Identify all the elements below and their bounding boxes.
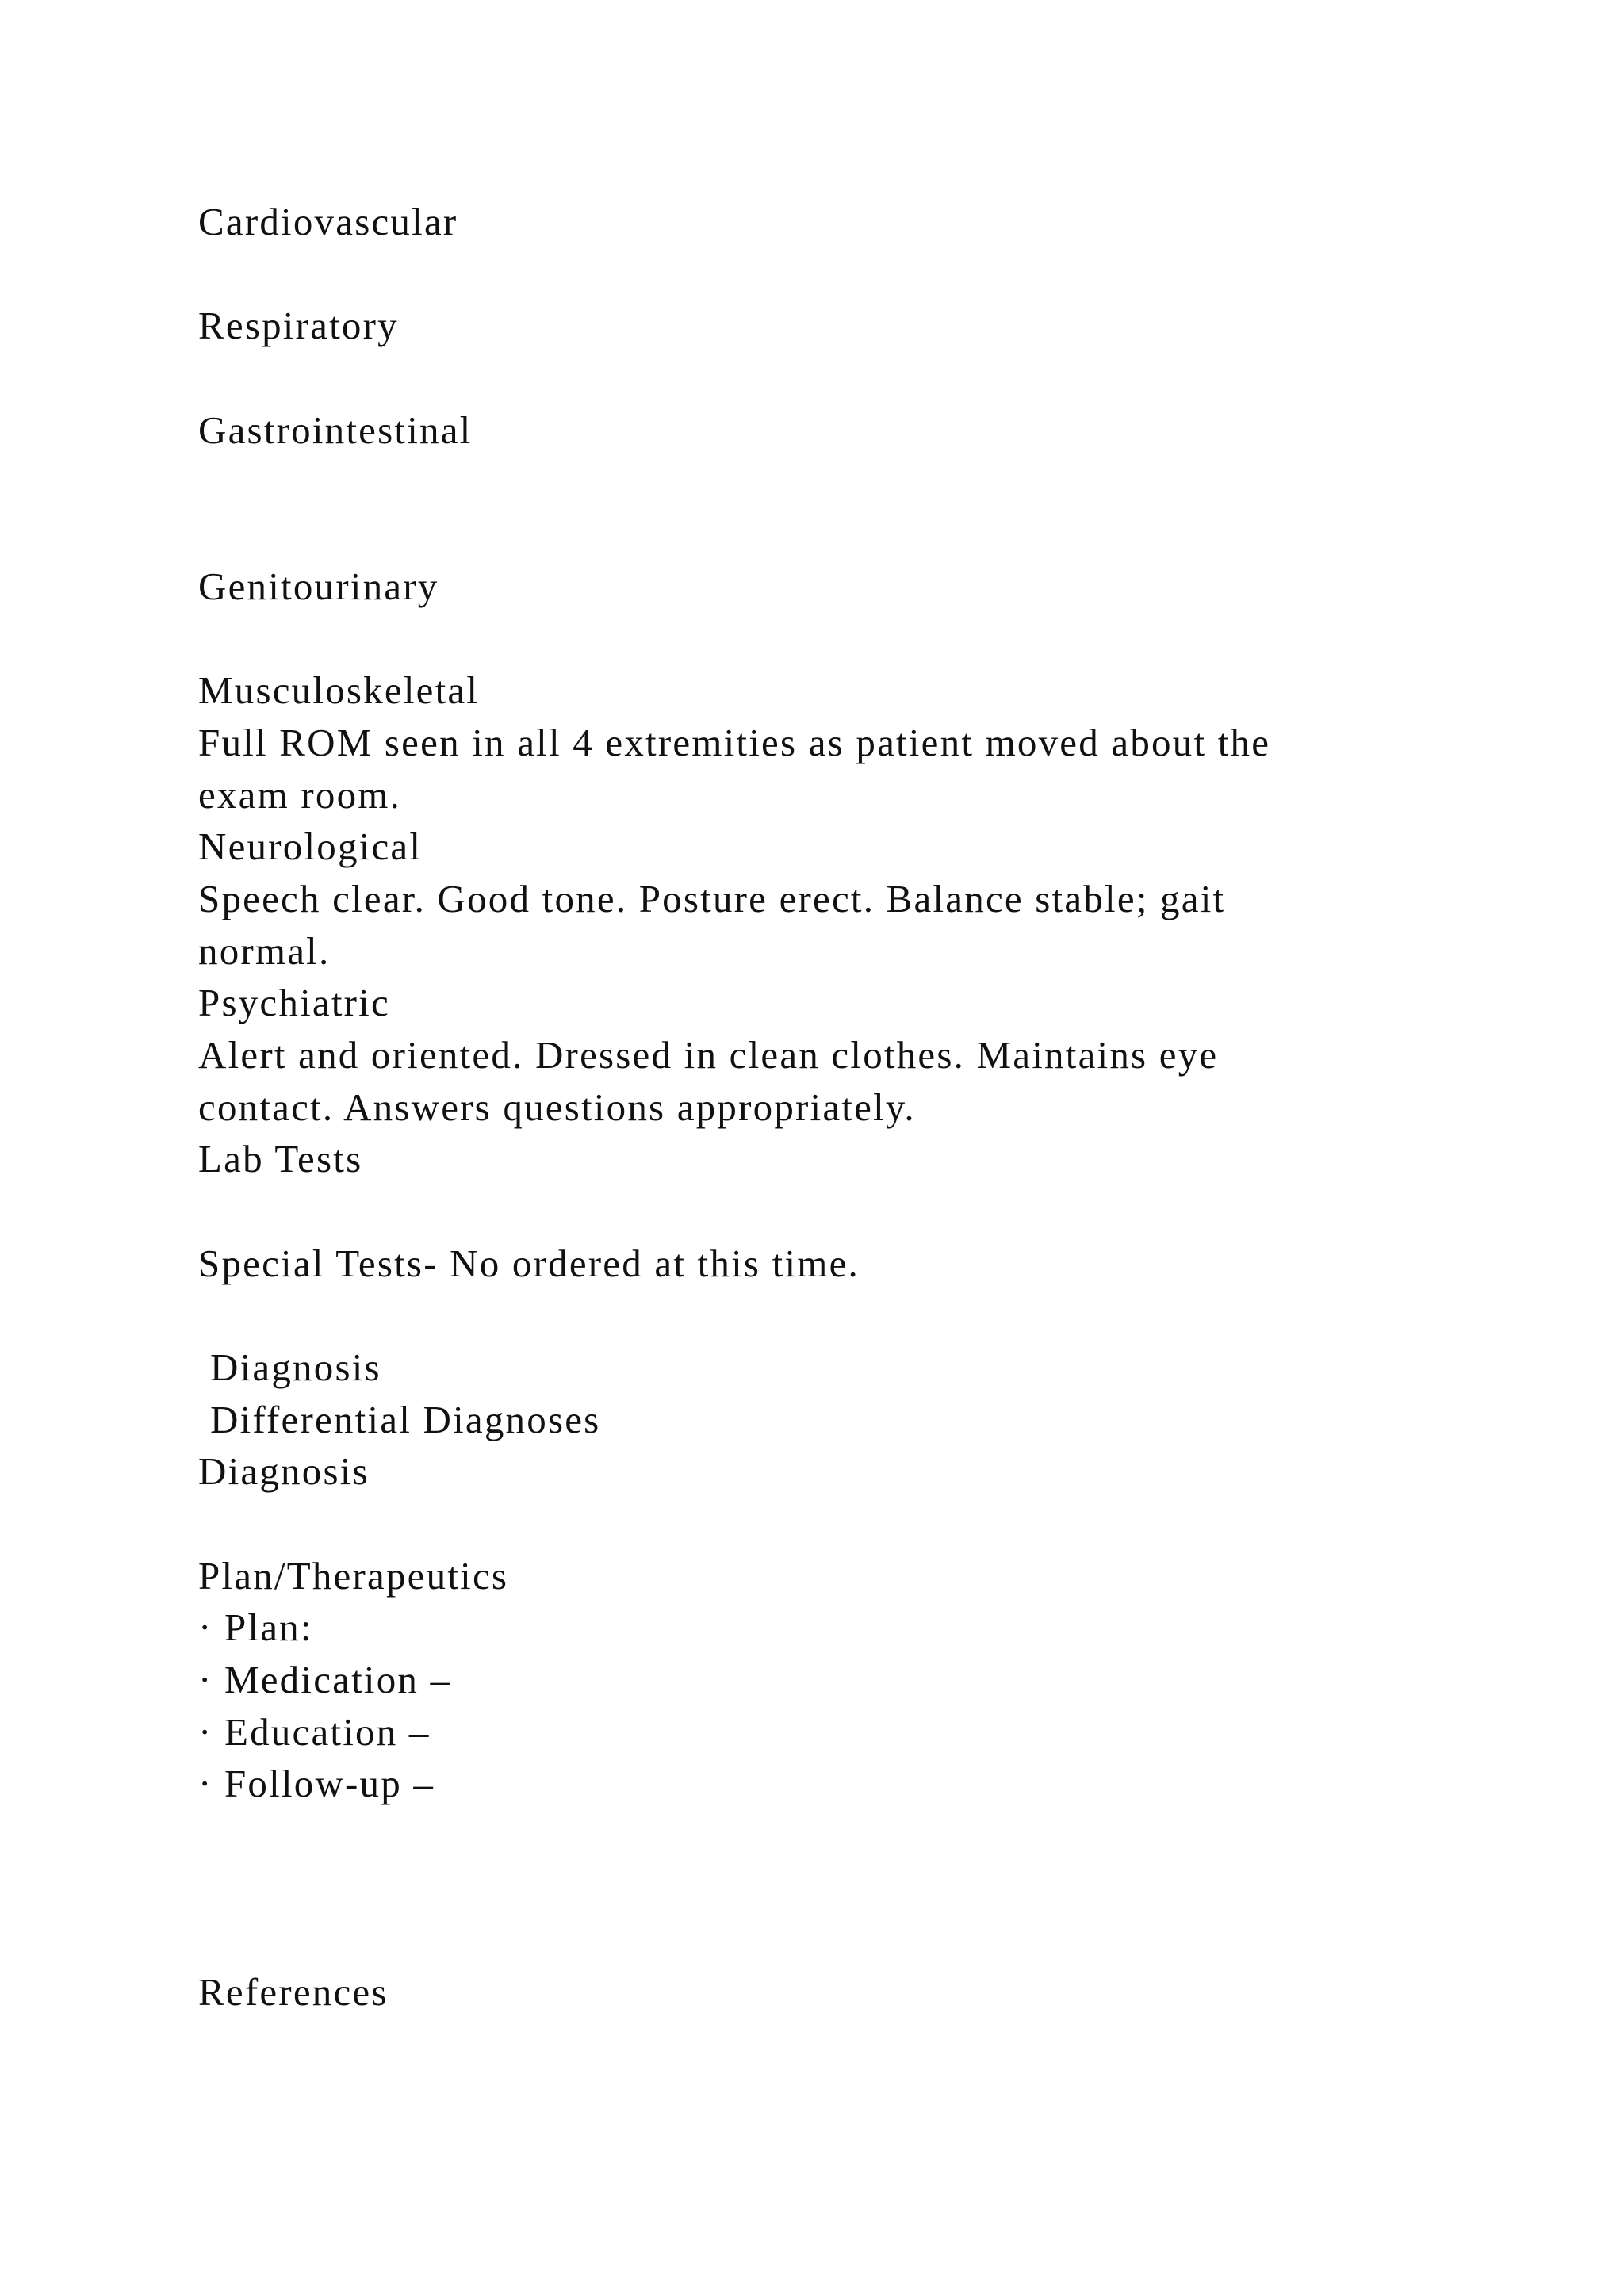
section-heading-gastrointestinal: Gastrointestinal	[198, 408, 473, 452]
section-heading-cardiovascular: Cardiovascular	[198, 200, 458, 243]
psychiatric-text-line-2: contact. Answers questions appropriately.	[198, 1085, 916, 1129]
section-heading-references: References	[198, 1970, 389, 2014]
medication-list-item: · Medication –	[198, 1658, 452, 1701]
musculoskeletal-text-line-2: exam room.	[198, 773, 402, 817]
section-heading-neurological: Neurological	[198, 825, 423, 868]
section-heading-genitourinary: Genitourinary	[198, 564, 439, 608]
section-heading-differential-diagnoses: Differential Diagnoses	[210, 1398, 601, 1441]
neurological-text-line-1: Speech clear. Good tone. Posture erect. Balance stable; gait	[198, 877, 1226, 920]
special-tests-text: Special Tests- No ordered at this time.	[198, 1242, 860, 1285]
neurological-text-line-2: normal.	[198, 929, 331, 973]
plan-list-item: · Plan:	[198, 1605, 313, 1649]
follow-up-list-item: · Follow-up –	[198, 1762, 435, 1805]
section-heading-psychiatric: Psychiatric	[198, 981, 390, 1024]
psychiatric-text-line-1: Alert and oriented. Dressed in clean clothes. Maintains eye	[198, 1033, 1219, 1077]
section-heading-respiratory: Respiratory	[198, 304, 399, 347]
section-heading-lab-tests: Lab Tests	[198, 1137, 363, 1181]
section-heading-plan-therapeutics: Plan/Therapeutics	[198, 1554, 509, 1598]
education-list-item: · Education –	[198, 1710, 431, 1754]
section-heading-diagnosis-indented: Diagnosis	[210, 1345, 381, 1389]
musculoskeletal-text-line-1: Full ROM seen in all 4 extremities as patient moved about the	[198, 721, 1271, 764]
section-heading-diagnosis: Diagnosis	[198, 1449, 370, 1493]
section-heading-musculoskeletal: Musculoskeletal	[198, 668, 480, 712]
